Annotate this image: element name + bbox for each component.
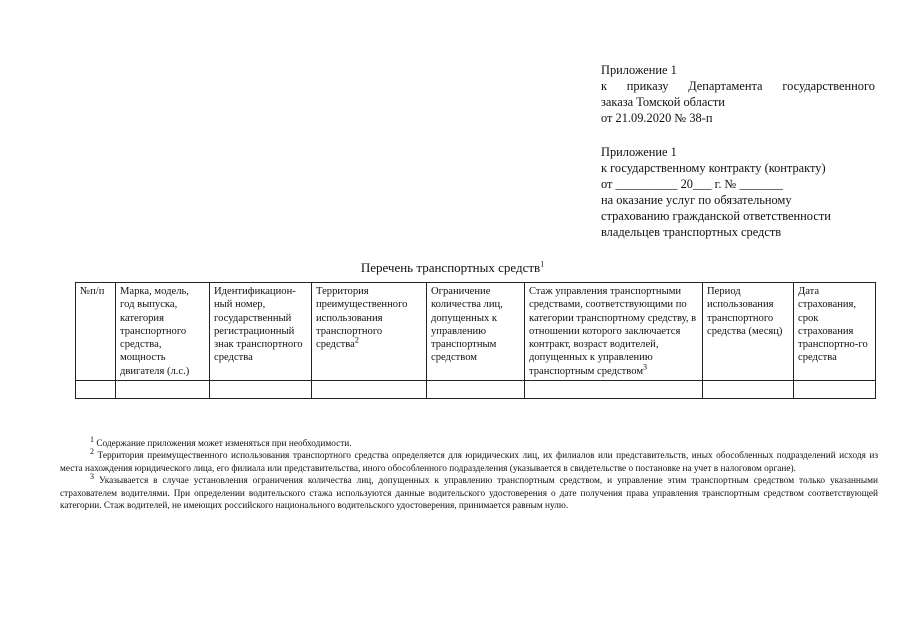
annex-word: приказу xyxy=(626,79,669,93)
header-cell-insurance-date: Дата страхования, срок страхования транспортно-го средства xyxy=(794,283,876,381)
annex-order-region: заказа Томской области xyxy=(601,95,725,109)
contract-subject-line: страхованию гражданской ответственности xyxy=(601,209,831,223)
header-cell-number: №п/п xyxy=(76,283,116,381)
title-text: Перечень транспортных средств xyxy=(360,260,541,275)
contract-subject-line: на оказание услуг по обязательному xyxy=(601,193,792,207)
table-cell[interactable] xyxy=(427,381,525,399)
table-cell[interactable] xyxy=(794,381,876,399)
contract-subject-line: владельцев транспортных средств xyxy=(601,225,782,239)
contract-date-line: от __________ 20___ г. № _______ xyxy=(601,177,783,191)
annex-word: Департамента xyxy=(688,79,763,93)
table-header-row xyxy=(76,283,876,381)
annex-title: Приложение 1 xyxy=(601,63,677,77)
annex-title: Приложение 1 xyxy=(601,145,677,159)
header-cell-registration: Идентификацион-ный номер, государственный регистрационный знак транспортного средства xyxy=(210,283,312,381)
annex-word: к xyxy=(601,79,608,93)
annex-order-header xyxy=(601,62,875,126)
footnote-ref: 1 xyxy=(540,259,545,269)
table-cell[interactable] xyxy=(210,381,312,399)
footnote: $^2$ Территория преимущественного использования транспортного средства определяется для юридических лиц, их филиалов или представительств, иных обособленных подразделений исходя из места нахождения юридического лица, его филиала или представительства, иного обособленного подразделения (указывается в свидетельстве о постановке на учет в налоговом органе). xyxy=(60,447,878,474)
annex-order-line xyxy=(601,78,875,94)
header-cell-territory: Территория преимущественного использования транспортного средства$^2$ xyxy=(312,283,427,381)
table-cell[interactable] xyxy=(703,381,794,399)
table-cell[interactable] xyxy=(76,381,116,399)
footnote-ref: 3 xyxy=(643,362,648,372)
footnote: $^3$ Указывается в случае установления ограничения количества лиц, допущенных к управлению транспортным средством, и управление этим транспортным средством только указанными страхователем водителями. При определении водительского стажа используются данные водительского удостоверения о дате получения права управления транспортным средством соответствующей категории. Стаж водителей, не имеющих российского национального водительского удостоверения, принимается равным нулю. xyxy=(60,472,878,512)
page-title xyxy=(0,260,905,276)
table-cell[interactable] xyxy=(312,381,427,399)
table-row xyxy=(76,381,876,399)
annex-word: государственного xyxy=(782,79,875,93)
header-cell-usage-period: Период использования транспортного средства (месяц) xyxy=(703,283,794,381)
contract-line: к государственному контракту (контракту) xyxy=(601,161,826,175)
header-cell-driver-limit: Ограничение количества лиц, допущенных к управлению транспортным средством xyxy=(427,283,525,381)
table-cell[interactable] xyxy=(116,381,210,399)
footnote: $^1$ Содержание приложения может изменяться при необходимости. xyxy=(90,434,352,449)
vehicles-table xyxy=(75,282,876,399)
footnote-ref: 2 xyxy=(354,335,359,345)
annex-order-date: от 21.09.2020 № 38-п xyxy=(601,111,713,125)
header-cell-vehicle-model: Марка, модель, год выпуска, категория транспортного средства, мощность двигателя (л.с.) xyxy=(116,283,210,381)
header-cell-experience: Стаж управления транспортными средствами, соответствующими по категории транспортному средству, в отношении которого заключается контракт, возраст водителей, допущенных к управлению транспортным средством$^3$ xyxy=(525,283,703,381)
table-cell[interactable] xyxy=(525,381,703,399)
annex-contract-header xyxy=(601,144,881,240)
footnotes xyxy=(60,434,878,512)
